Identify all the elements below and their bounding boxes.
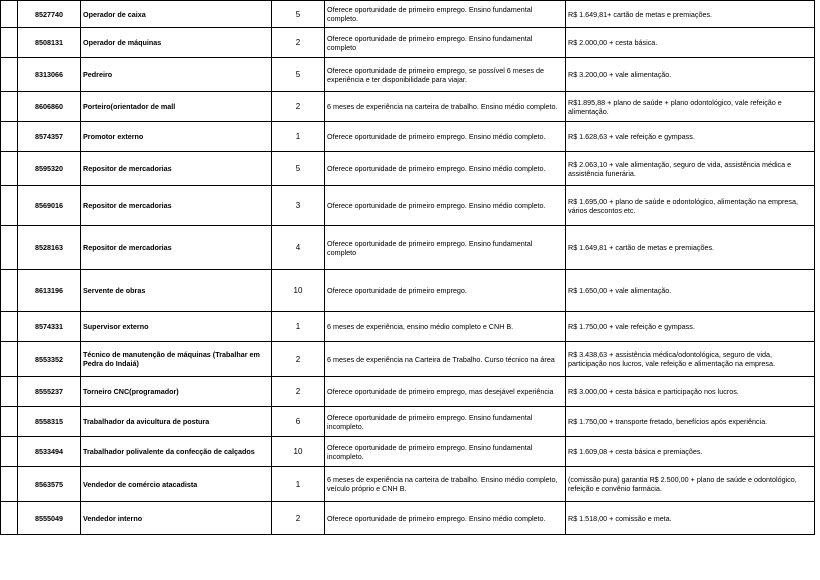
vacancy-count: 4 [272,226,325,270]
job-salary: R$ 1.750,00 + transporte fretado, benefícios após experiência. [566,407,815,437]
job-title: Trabalhador da avicultura de postura [81,407,272,437]
job-salary: R$ 1.649,81+ cartão de metas e premiações. [566,1,815,28]
job-title: Vendedor de comércio atacadista [81,467,272,502]
vacancy-count: 2 [272,342,325,377]
job-requirements: Oferece oportunidade de primeiro emprego. Ensino médio completo. [325,186,566,226]
job-salary: R$ 1.750,00 + vale refeição e gympass. [566,312,815,342]
job-salary: R$ 3.200,00 + vale alimentação. [566,58,815,92]
job-title: Operador de máquinas [81,28,272,58]
vacancy-count: 1 [272,122,325,152]
job-salary: R$ 1.649,81 + cartão de metas e premiações. [566,226,815,270]
job-salary: R$ 1.650,00 + vale alimentação. [566,270,815,312]
job-requirements: Oferece oportunidade de primeiro emprego. Ensino médio completo. [325,152,566,186]
job-title: Repositor de mercadorias [81,226,272,270]
job-salary: R$1.895,88 + plano de saúde + plano odontológico, vale refeição e alimentação. [566,92,815,122]
row-spacer-cell [1,407,18,437]
job-requirements: Oferece oportunidade de primeiro emprego, mas desejável experiência [325,377,566,407]
row-spacer-cell [1,437,18,467]
row-spacer-cell [1,226,18,270]
vacancy-count: 6 [272,407,325,437]
job-title: Promotor externo [81,122,272,152]
job-code: 8508131 [18,28,81,58]
row-spacer-cell [1,270,18,312]
vacancy-count: 10 [272,270,325,312]
job-code: 8527740 [18,1,81,28]
row-spacer-cell [1,152,18,186]
table-row [1,502,815,535]
table-row [1,28,815,58]
job-code: 8574357 [18,122,81,152]
table-row [1,92,815,122]
job-code: 8569016 [18,186,81,226]
table-row [1,58,815,92]
job-salary: R$ 1.695,00 + plano de saúde e odontológico, alimentação na empresa, vários descontos etc. [566,186,815,226]
job-requirements: Oferece oportunidade de primeiro emprego. Ensino fundamental completo. [325,1,566,28]
job-salary: R$ 2.063,10 + vale alimentação, seguro de vida, assistência médica e assistência funerária. [566,152,815,186]
vacancy-count: 2 [272,502,325,535]
row-spacer-cell [1,186,18,226]
job-salary: R$ 1.518,00 + comissão e meta. [566,502,815,535]
job-requirements: Oferece oportunidade de primeiro emprego. Ensino fundamental completo [325,226,566,270]
vacancy-count: 5 [272,58,325,92]
job-requirements: Oferece oportunidade de primeiro emprego. Ensino fundamental incompleto. [325,407,566,437]
row-spacer-cell [1,1,18,28]
job-code: 8313066 [18,58,81,92]
job-requirements: 6 meses de experiência na carteira de trabalho. Ensino médio completo, veículo próprio e CNH B. [325,467,566,502]
row-spacer-cell [1,377,18,407]
job-title: Trabalhador polivalente da confecção de calçados [81,437,272,467]
job-title: Supervisor externo [81,312,272,342]
job-salary: R$ 1.609,08 + cesta básica e premiações. [566,437,815,467]
job-salary: R$ 2.000,00 + cesta básica. [566,28,815,58]
vacancy-count: 2 [272,92,325,122]
job-code: 8574331 [18,312,81,342]
job-salary: (comissão pura) garantia R$ 2.500,00 + plano de saúde e odontológico, refeição e convênio farmácia. [566,467,815,502]
job-title: Servente de obras [81,270,272,312]
vacancy-count: 1 [272,312,325,342]
vacancy-count: 2 [272,377,325,407]
row-spacer-cell [1,502,18,535]
job-requirements: Oferece oportunidade de primeiro emprego. Ensino médio completo. [325,122,566,152]
table-row [1,270,815,312]
table-row [1,1,815,28]
job-code: 8606860 [18,92,81,122]
row-spacer-cell [1,312,18,342]
job-code: 8563575 [18,467,81,502]
job-code: 8613196 [18,270,81,312]
job-code: 8533494 [18,437,81,467]
row-spacer-cell [1,122,18,152]
vacancy-count: 3 [272,186,325,226]
job-code: 8553352 [18,342,81,377]
job-code: 8555049 [18,502,81,535]
job-salary: R$ 3.438,63 + assistência médica/odontológica, seguro de vida, participação nos lucros, vale refeição e alimentação na empresa. [566,342,815,377]
table-row [1,407,815,437]
vacancy-count: 5 [272,1,325,28]
table-row [1,312,815,342]
job-code: 8528163 [18,226,81,270]
vacancy-count: 1 [272,467,325,502]
job-code: 8558315 [18,407,81,437]
job-code: 8595320 [18,152,81,186]
table-row [1,226,815,270]
vacancy-count: 5 [272,152,325,186]
row-spacer-cell [1,58,18,92]
job-title: Operador de caixa [81,1,272,28]
job-requirements: 6 meses de experiência na Carteira de Trabalho. Curso técnico na área [325,342,566,377]
job-requirements: 6 meses de experiência, ensino médio completo e CNH B. [325,312,566,342]
table-row [1,437,815,467]
row-spacer-cell [1,92,18,122]
row-spacer-cell [1,342,18,377]
job-requirements: Oferece oportunidade de primeiro emprego. Ensino fundamental completo [325,28,566,58]
table-row [1,377,815,407]
row-spacer-cell [1,28,18,58]
table-row [1,122,815,152]
job-requirements: Oferece oportunidade de primeiro emprego, se possível 6 meses de experiência e ter disponibilidade para viajar. [325,58,566,92]
job-salary: R$ 3.000,00 + cesta básica e participação nos lucros. [566,377,815,407]
job-requirements: Oferece oportunidade de primeiro emprego. Ensino médio completo. [325,502,566,535]
vacancy-count: 2 [272,28,325,58]
vacancy-count: 10 [272,437,325,467]
job-requirements: 6 meses de experiência na carteira de trabalho. Ensino médio completo. [325,92,566,122]
table-row [1,467,815,502]
job-title: Pedreiro [81,58,272,92]
table-row [1,342,815,377]
table-row [1,152,815,186]
row-spacer-cell [1,467,18,502]
job-salary: R$ 1.628,63 + vale refeição e gympass. [566,122,815,152]
job-title: Torneiro CNC(programador) [81,377,272,407]
job-code: 8555237 [18,377,81,407]
job-title: Técnico de manutenção de máquinas (Trabalhar em Pedra do Indaiá) [81,342,272,377]
job-title: Vendedor interno [81,502,272,535]
table-row [1,186,815,226]
job-requirements: Oferece oportunidade de primeiro emprego. [325,270,566,312]
job-title: Porteiro(orientador de mall [81,92,272,122]
job-title: Repositor de mercadorias [81,186,272,226]
job-requirements: Oferece oportunidade de primeiro emprego. Ensino fundamental incompleto. [325,437,566,467]
job-title: Repositor de mercadorias [81,152,272,186]
